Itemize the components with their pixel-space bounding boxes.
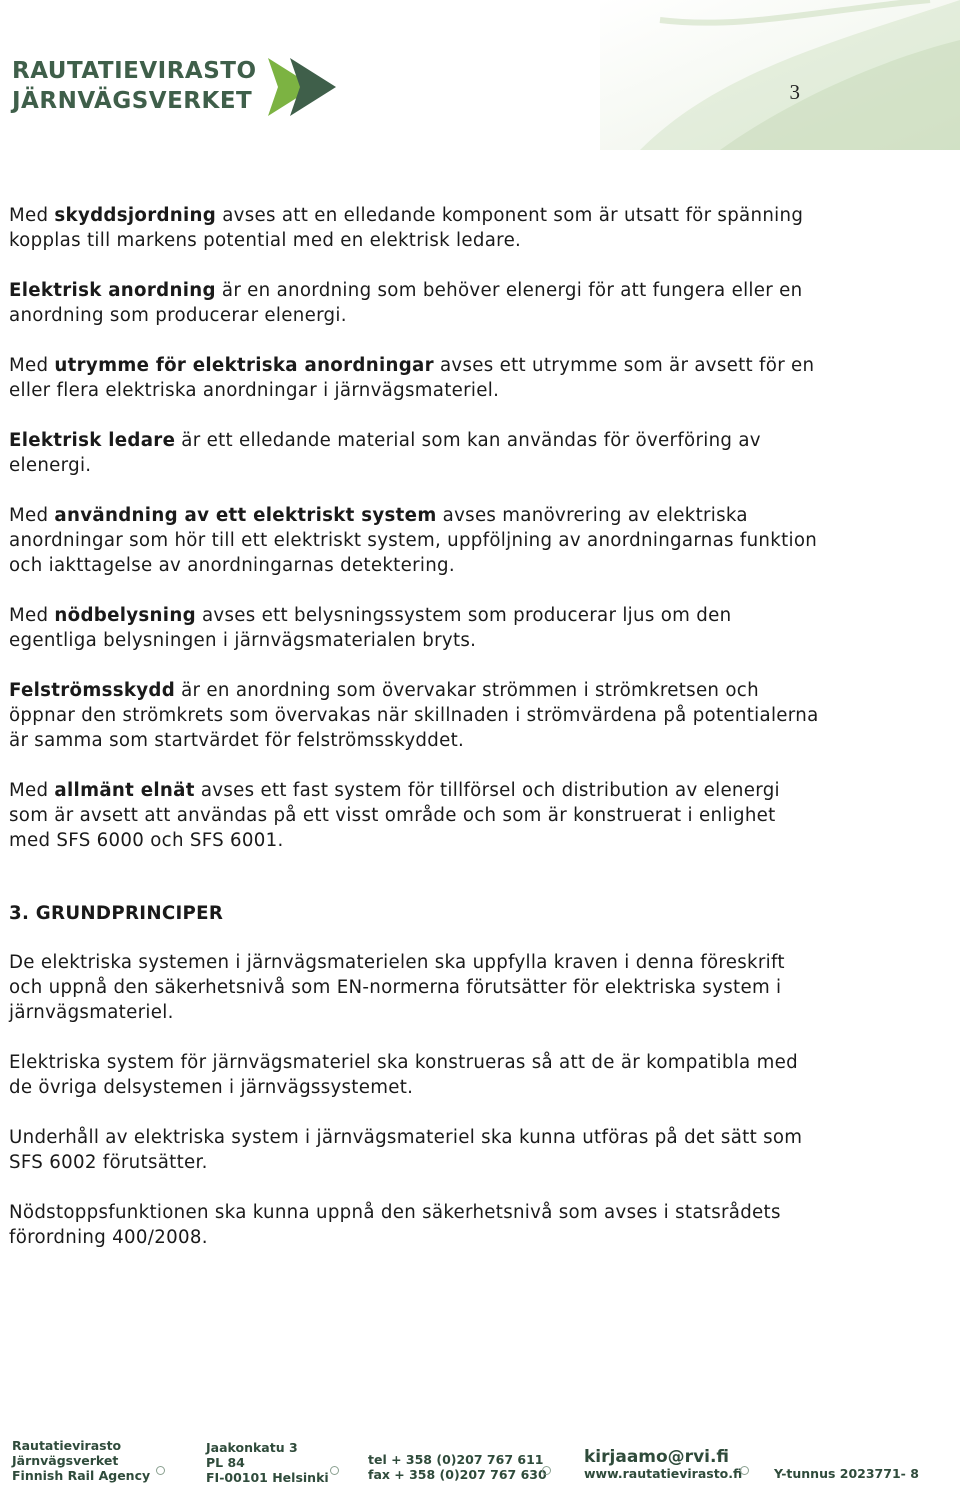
body-paragraph: Nödstoppsfunktionen ska kunna uppnå den säkerhetsnivå som avses i statsrådets förordning 400/2008. bbox=[9, 1202, 781, 1248]
defined-term: utrymme för elektriska anordningar bbox=[54, 355, 434, 376]
definition-paragraph: Med utrymme för elektriska anordningar avses ett utrymme som är avsett för en eller flera elektriska anordningar i järnvägsmateriel. bbox=[9, 355, 815, 401]
footer-organization: Rautatievirasto Järnvägsverket Finnish Rail Agency bbox=[12, 1438, 151, 1483]
defined-term: nödbelysning bbox=[54, 605, 196, 626]
agency-logo bbox=[12, 58, 342, 118]
logo-text-swedish: JÄRNVÄGSVERKET bbox=[12, 88, 253, 114]
definition-paragraph: Med skyddsjordning avses att en elledande komponent som är utsatt för spänning kopplas till markens potential med en elektrisk ledare. bbox=[9, 205, 804, 251]
defined-term: Elektrisk ledare bbox=[9, 430, 176, 451]
footer-separator-icon bbox=[156, 1466, 165, 1475]
footer-separator-icon bbox=[330, 1466, 339, 1475]
definition-paragraph: Elektrisk ledare är ett elledande material som kan användas för överföring av elenergi. bbox=[9, 430, 761, 476]
defined-term: Felströmsskydd bbox=[9, 680, 176, 701]
footer-email-link[interactable]: kirjaamo@rvi.fi bbox=[584, 1447, 730, 1467]
defined-term: skyddsjordning bbox=[54, 205, 217, 226]
body-paragraph: Underhåll av elektriska system i järnvägsmateriel ska kunna utföras på det sätt som SFS 6002 förutsätter. bbox=[9, 1127, 803, 1173]
defined-term: användning av ett elektriskt system bbox=[54, 505, 437, 526]
defined-term: allmänt elnät bbox=[54, 780, 195, 801]
arrow-logo-icon bbox=[268, 58, 344, 116]
leaf-background-image bbox=[600, 0, 960, 150]
definition-paragraph: Med användning av ett elektriskt system avses manövrering av elektriska anordningar som hör till ett elektriskt system, uppföljning av anordningarnas funktion och iakttagelse av anordningarnas detektering. bbox=[9, 505, 818, 576]
defined-term: Elektrisk anordning bbox=[9, 280, 216, 301]
body-paragraph: De elektriska systemen i järnvägsmaterielen ska uppfylla kraven i denna föreskrift och uppnå den säkerhetsnivå som EN-normerna förutsätter för elektriska system i järnvägsmateriel. bbox=[9, 952, 785, 1023]
definition-paragraph: Med nödbelysning avses ett belysningssystem som producerar ljus om den egentliga belysningen i järnvägsmaterialen bryts. bbox=[9, 605, 732, 651]
page-header bbox=[0, 0, 960, 150]
page-footer bbox=[0, 1430, 960, 1489]
footer-website-link[interactable]: www.rautatievirasto.fi bbox=[584, 1466, 743, 1481]
footer-separator-icon bbox=[542, 1466, 551, 1475]
definition-paragraph: Med allmänt elnät avses ett fast system för tillförsel och distribution av elenergi som är avsett att användas på ett visst område och som är konstruerat i enlighet med SFS 6000 och SFS 6001. bbox=[9, 780, 780, 851]
page-number: 3 bbox=[789, 80, 800, 104]
footer-separator-icon bbox=[740, 1466, 749, 1475]
definition-paragraph: Felströmsskydd är en anordning som övervakar strömmen i strömkretsen och öppnar den strömkrets som övervakas när skillnaden i strömvärdena på potentialerna är samma som startvärdet för felströmsskyddet. bbox=[9, 680, 819, 751]
footer-business-id: Y-tunnus 2023771- 8 bbox=[774, 1466, 919, 1481]
section-heading: 3. GRUNDPRINCIPER bbox=[9, 903, 224, 924]
footer-phone-fax: tel + 358 (0)207 767 611 fax + 358 (0)207 767 630 bbox=[368, 1452, 547, 1482]
logo-text-finnish: RAUTATIEVIRASTO bbox=[12, 58, 257, 84]
body-paragraph: Elektriska system för järnvägsmateriel ska konstrueras så att de är kompatibla med de övriga delsystemen i järnvägssystemet. bbox=[9, 1052, 798, 1098]
definition-paragraph: Elektrisk anordning är en anordning som behöver elenergi för att fungera eller en anordning som producerar elenergi. bbox=[9, 280, 803, 326]
footer-contact-web bbox=[584, 1448, 742, 1481]
document-body bbox=[9, 203, 819, 1275]
footer-address: Jaakonkatu 3 PL 84 FI-00101 Helsinki bbox=[206, 1440, 329, 1485]
